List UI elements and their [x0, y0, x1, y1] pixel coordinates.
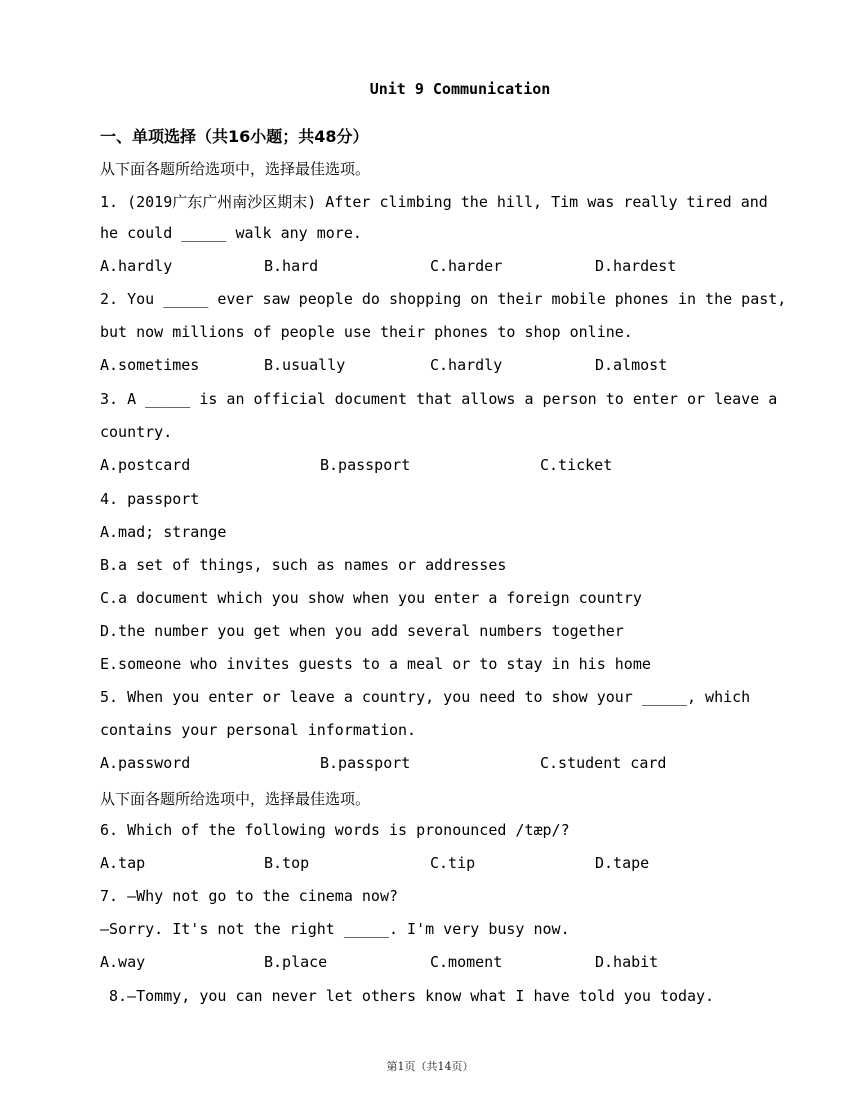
- q4-option-b: B.a set of things, such as names or addresses: [100, 556, 507, 574]
- instruction: 从下面各题所给选项中，选择最佳选项。: [100, 790, 371, 808]
- q1-option-c: C.harder: [430, 257, 503, 275]
- question-2-line-1: 2. You _____ ever saw people do shopping on their mobile phones in the past,: [100, 290, 787, 308]
- q7-option-b: B.place: [264, 953, 328, 971]
- q4-option-e: E.someone who invites guests to a meal or to stay in his home: [100, 655, 651, 673]
- question-7-line-2: —Sorry. It's not the right _____. I'm very busy now.: [100, 920, 570, 938]
- q7-option-c: C.moment: [430, 953, 503, 971]
- q5-option-b: B.passport: [320, 754, 411, 772]
- question-7-line-1: 7. —Why not go to the cinema now?: [100, 887, 399, 905]
- q7-option-a: A.way: [100, 953, 146, 971]
- q4-option-d: D.the number you get when you add several numbers together: [100, 622, 624, 640]
- question-3-line-2: country.: [100, 423, 173, 441]
- question-2-line-2: but now millions of people use their phones to shop online.: [100, 323, 633, 341]
- page-title: Unit 9 Communication: [369, 80, 551, 98]
- q7-option-d: D.habit: [595, 953, 659, 971]
- question-5-line-2: contains your personal information.: [100, 721, 417, 739]
- q2-option-a: A.sometimes: [100, 356, 200, 374]
- q1-option-b: B.hard: [264, 257, 319, 275]
- q2-option-b: B.usually: [264, 356, 346, 374]
- question-8-line-1: 8.—Tommy, you can never let others know what I have told you today.: [100, 987, 715, 1005]
- section-heading: 一、单项选择（共16小题；共48分）: [100, 127, 369, 146]
- q6-option-a: A.tap: [100, 854, 146, 872]
- q3-option-c: C.ticket: [540, 456, 613, 474]
- q1-option-a: A.hardly: [100, 257, 173, 275]
- q5-option-c: C.student card: [540, 754, 667, 772]
- q1-option-d: D.hardest: [595, 257, 677, 275]
- page-footer: 第1页（共14页）: [386, 1060, 474, 1073]
- q2-option-d: D.almost: [595, 356, 668, 374]
- q5-option-a: A.password: [100, 754, 191, 772]
- question-4-line-1: 4. passport: [100, 490, 200, 508]
- question-5-line-1: 5. When you enter or leave a country, you need to show your _____, which: [100, 688, 751, 706]
- question-1-line-1: 1. (2019广东广州南沙区期末) After climbing the hill, Tim was really tired and: [100, 193, 768, 211]
- question-3-line-1: 3. A _____ is an official document that allows a person to enter or leave a: [100, 390, 778, 408]
- instruction: 从下面各题所给选项中，选择最佳选项。: [100, 160, 371, 178]
- q6-option-b: B.top: [264, 854, 310, 872]
- question-1-line-2: he could _____ walk any more.: [100, 224, 362, 242]
- q4-option-c: C.a document which you show when you enter a foreign country: [100, 589, 642, 607]
- q2-option-c: C.hardly: [430, 356, 503, 374]
- q6-option-c: C.tip: [430, 854, 476, 872]
- q3-option-b: B.passport: [320, 456, 411, 474]
- q3-option-a: A.postcard: [100, 456, 191, 474]
- q6-option-d: D.tape: [595, 854, 650, 872]
- q4-option-a: A.mad; strange: [100, 523, 227, 541]
- question-6-line-1: 6. Which of the following words is pronounced /tæp/?: [100, 821, 570, 839]
